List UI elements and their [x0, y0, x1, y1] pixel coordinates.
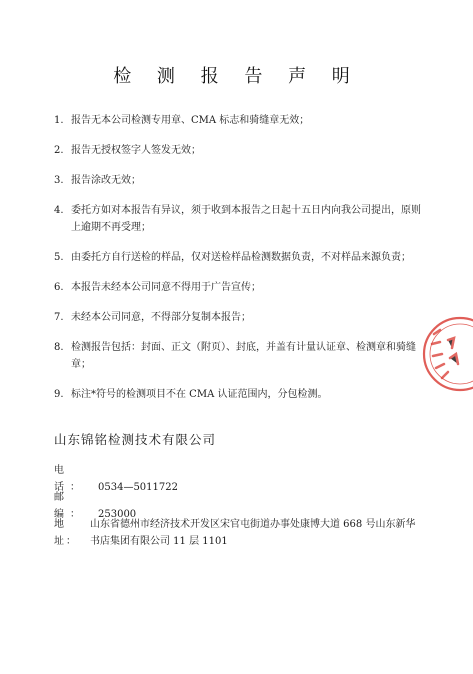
- statement-number: 2.: [54, 145, 64, 156]
- statement-item: [54, 309, 424, 326]
- statement-number: 9.: [54, 389, 64, 400]
- statement-text: 由委托方自行送检的样品，仅对送检样品检测数据负责，不对样品来源负责；: [71, 252, 411, 263]
- company-name: 山东锦铭检测技术有限公司: [54, 432, 217, 447]
- statement-number: 1.: [54, 115, 64, 126]
- statement-item: [54, 279, 424, 296]
- address-value: 山东省德州市经济技术开发区宋官屯街道办事处康博大道 668 号山东新华书店集团有限公司 11 层 1101: [90, 519, 416, 547]
- statement-number: 6.: [54, 282, 64, 293]
- statement-text: 报告无授权签字人签发无效；: [71, 145, 201, 156]
- statement-item: [54, 142, 424, 159]
- statement-text: 标注*符号的检测项目不在 CMA 认证范围内，分包检测。: [71, 389, 328, 400]
- statement-item: [54, 172, 424, 189]
- statement-number: 3.: [54, 175, 64, 186]
- statement-text: 委托方如对本报告有异议，须于收到本报告之日起十五日内向我公司提出，原则上逾期不再受理；: [71, 205, 421, 233]
- postcode-value: 253000: [98, 509, 137, 520]
- statement-text: 报告涂改无效；: [71, 175, 141, 186]
- company-seal-stamp: [420, 314, 473, 394]
- statement-item: [54, 112, 424, 129]
- statement-text: 报告无本公司检测专用章、CMA 标志和骑缝章无效；: [71, 115, 310, 126]
- statement-number: 8.: [54, 342, 64, 353]
- statement-item: [54, 249, 424, 266]
- statement-item: [54, 339, 424, 373]
- statement-text: 本报告未经本公司同意不得用于广告宣传；: [71, 282, 261, 293]
- statement-list: [54, 112, 424, 416]
- statement-item: [54, 386, 424, 403]
- address-line: [54, 516, 424, 550]
- phone-label: 电 话：: [54, 465, 86, 493]
- statement-number: 5.: [54, 252, 64, 263]
- statement-number: 7.: [54, 312, 64, 323]
- statement-text: 检测报告包括：封面、正文（附页）、封底，并盖有计量认证章、检测章和骑缝章；: [71, 342, 416, 370]
- statement-text: 未经本公司同意，不得部分复制本报告；: [71, 312, 251, 323]
- phone-value: 0534—5011722: [98, 482, 178, 493]
- postcode-label: 邮 编：: [54, 492, 86, 520]
- statement-number: 4.: [54, 205, 64, 216]
- page-title: 检 测 报 告 声 明: [113, 66, 360, 87]
- address-label: 地 址：: [54, 519, 78, 547]
- statement-item: [54, 202, 424, 236]
